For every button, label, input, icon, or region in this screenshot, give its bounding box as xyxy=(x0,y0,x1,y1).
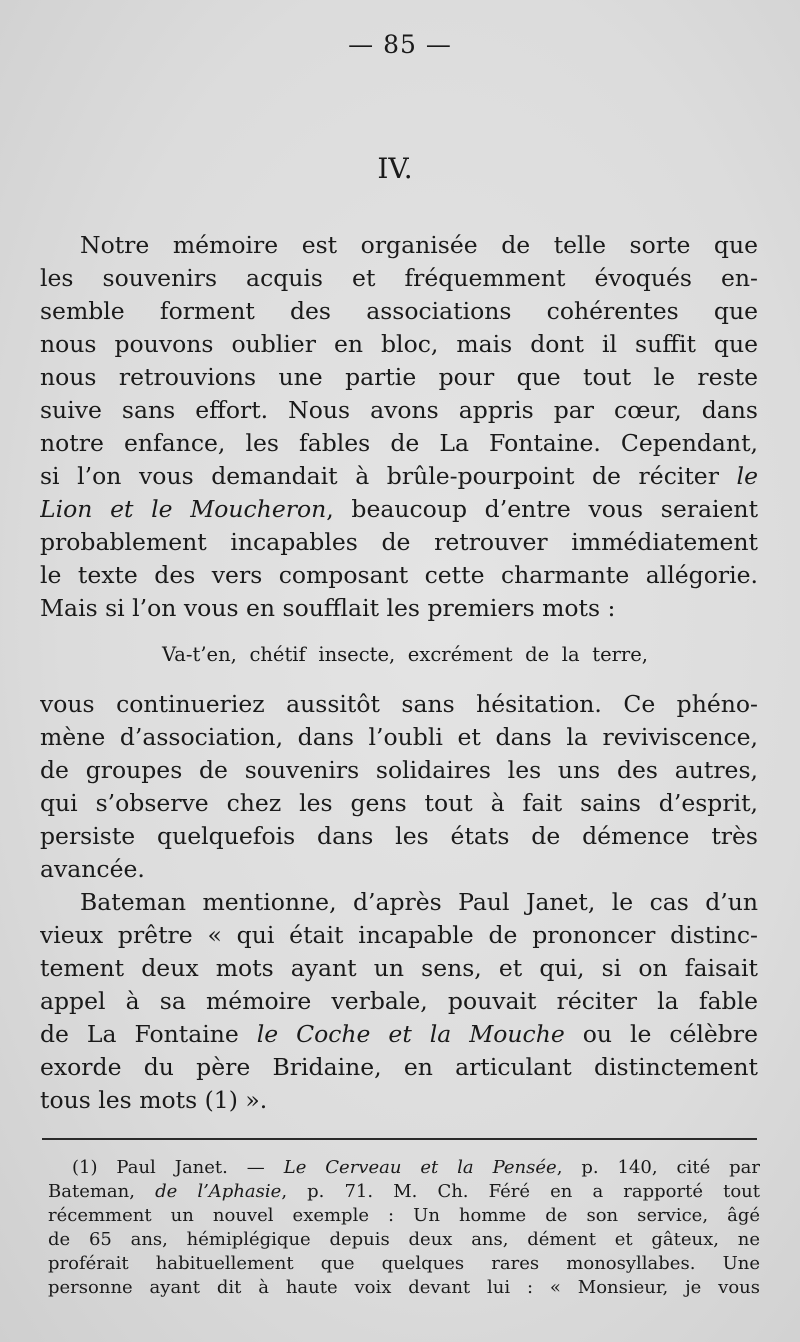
footnote-line xyxy=(48,1156,760,1180)
italic-segment: Le Cerveau et la Pensée xyxy=(283,1157,557,1178)
text-line: nous retrouvions une partie pour que tout le reste xyxy=(40,363,758,391)
text-line: nous pouvons oublier en bloc, mais dont il suffit que xyxy=(40,330,758,358)
italic-segment: de l’Aphasie xyxy=(155,1181,282,1202)
text-line: suive sans effort. Nous avons appris par cœur, dans xyxy=(40,396,758,424)
text-line: probablement incapables de retrouver immédiatement xyxy=(40,528,758,556)
footnote-line: proférait habituellement que quelques rares monosyllabes. Une xyxy=(48,1253,760,1274)
text-line xyxy=(40,460,758,493)
text-segment: Bateman, xyxy=(48,1181,156,1202)
text-line: Mais si l’on vous en soufflait les premiers mots : xyxy=(40,594,616,622)
text-line: vieux prêtre « qui était incapable de prononcer distinc- xyxy=(40,921,758,949)
text-line: qui s’observe chez les gens tout à fait sains d’esprit, xyxy=(40,789,758,817)
text-line: exorde du père Bridaine, en articulant distinctement xyxy=(40,1053,758,1081)
text-line: de groupes de souvenirs solidaires les uns des autres, xyxy=(40,756,758,784)
text-line: le texte des vers composant cette charmante allégorie. xyxy=(40,561,758,589)
text-line xyxy=(40,493,758,526)
text-segment: , p. 140, cité par xyxy=(556,1157,760,1178)
text-line xyxy=(40,1018,758,1051)
text-line: Bateman mentionne, d’après Paul Janet, le cas d’un xyxy=(80,888,758,916)
text-segment: , p. 71. M. Ch. Féré en a rapporté tout xyxy=(281,1181,760,1202)
text-segment: (1) Paul Janet. — xyxy=(72,1157,284,1178)
footnote-divider xyxy=(42,1138,757,1140)
italic-segment: Lion et le Moucheron xyxy=(40,495,327,523)
italic-segment: le xyxy=(736,462,758,490)
italic-segment: le Coche et la Mouche xyxy=(256,1020,565,1048)
quoted-verse: Va-t’en, chétif insecte, excrément de la terre, xyxy=(162,643,648,666)
text-line: les souvenirs acquis et fréquemment évoqués en- xyxy=(40,264,758,292)
text-line: avancée. xyxy=(40,855,145,883)
footnote-line: récemment un nouvel exemple : Un homme de son service, âgé xyxy=(48,1205,760,1226)
text-line: tous les mots (1) ». xyxy=(40,1086,268,1114)
footnote-line xyxy=(48,1180,760,1204)
footnote xyxy=(48,1156,760,1300)
text-line: Notre mémoire est organisée de telle sorte que xyxy=(80,231,758,259)
page-number: — 85 — xyxy=(348,30,452,59)
footnote-line: de 65 ans, hémiplégique depuis deux ans, dément et gâteux, ne xyxy=(48,1229,760,1250)
text-line: appel à sa mémoire verbale, pouvait réciter la fable xyxy=(40,987,758,1015)
text-segment: de La Fontaine xyxy=(40,1020,257,1048)
text-segment: , beaucoup d’entre vous seraient xyxy=(326,495,758,523)
text-segment: si l’on vous demandait à brûle-pourpoint de réciter xyxy=(40,462,719,490)
paragraph-3 xyxy=(40,886,758,1117)
paragraph-2 xyxy=(40,688,758,886)
text-line: persiste quelquefois dans les états de démence très xyxy=(40,822,758,850)
section-heading: IV. xyxy=(377,152,413,185)
footnote-line: personne ayant dit à haute voix devant lui : « Monsieur, je vous xyxy=(48,1277,760,1298)
text-line: mène d’association, dans l’oubli et dans la reviviscence, xyxy=(40,723,758,751)
text-segment: ou le célèbre xyxy=(564,1020,758,1048)
paragraph-1 xyxy=(40,229,758,625)
text-line: semble forment des associations cohérentes que xyxy=(40,297,758,325)
text-line: vous continueriez aussitôt sans hésitation. Ce phéno- xyxy=(40,690,758,718)
text-line: notre enfance, les fables de La Fontaine. Cependant, xyxy=(40,429,758,457)
text-line: tement deux mots ayant un sens, et qui, si on faisait xyxy=(40,954,758,982)
